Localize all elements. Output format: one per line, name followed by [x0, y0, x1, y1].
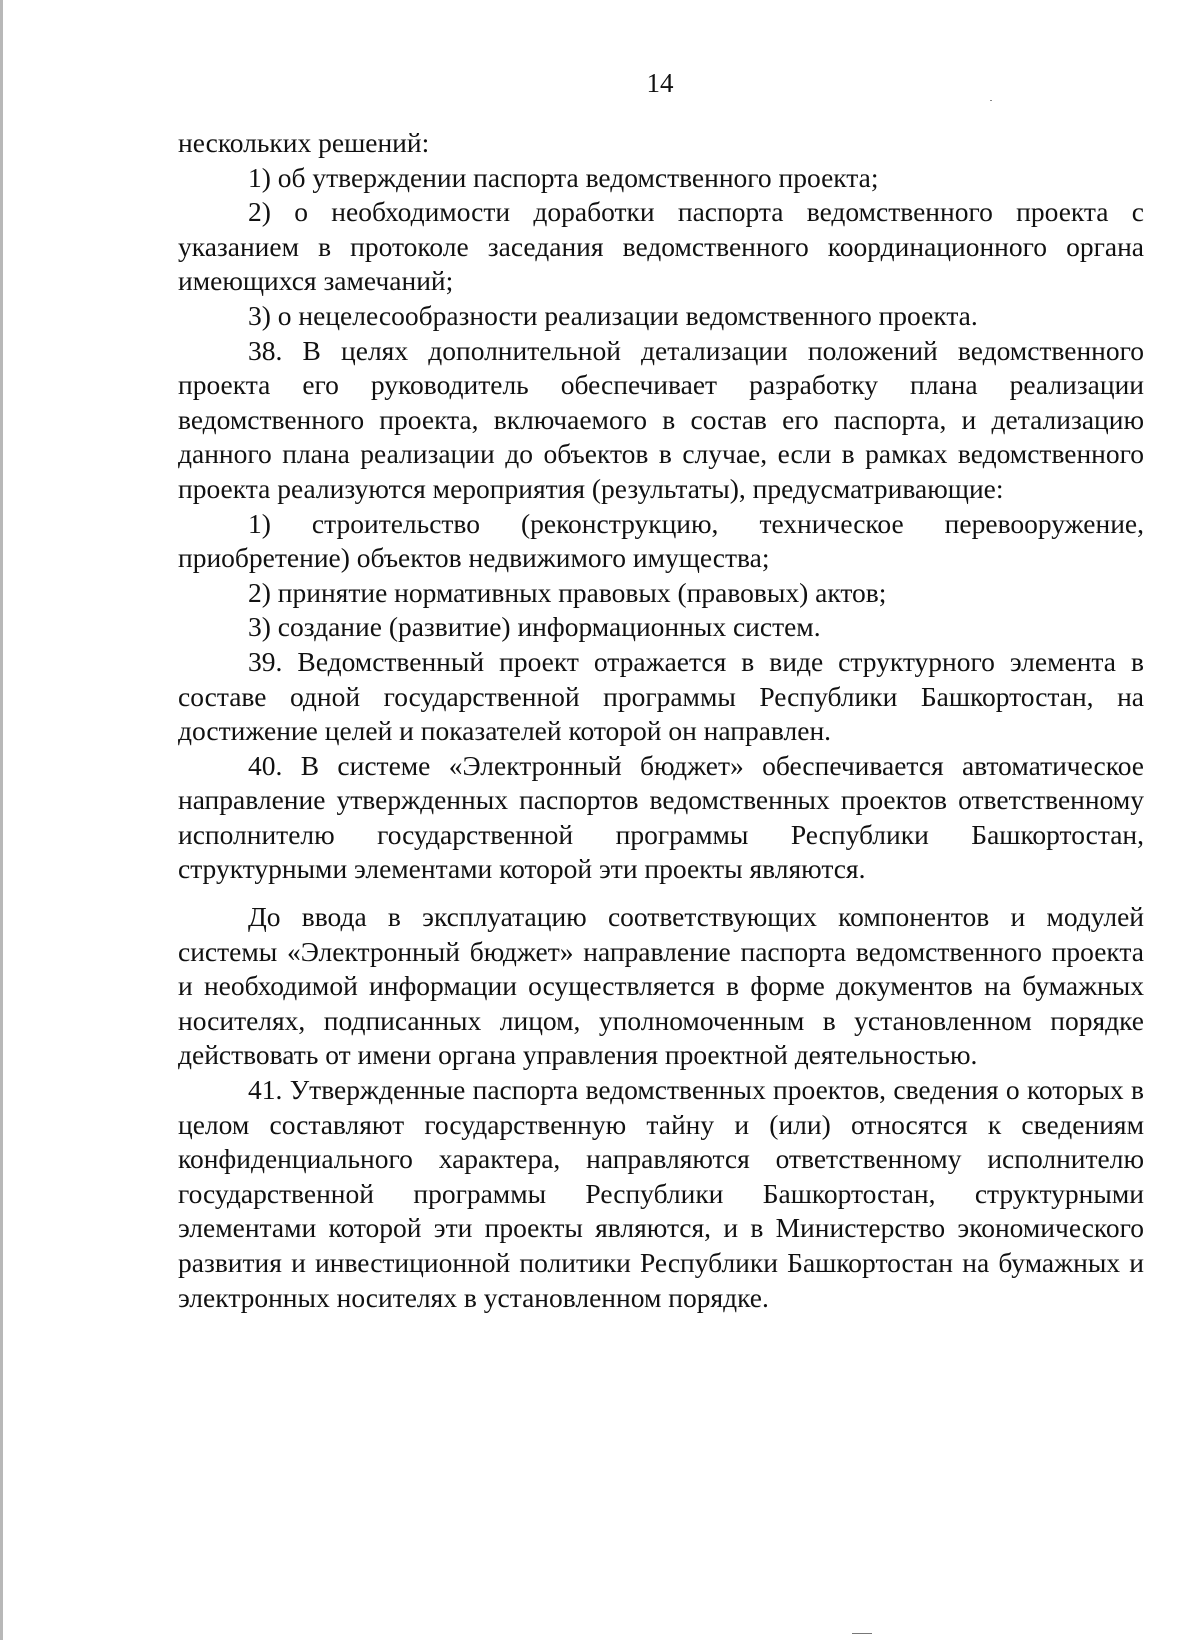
paragraph-clause-40: 40. В системе «Электронный бюджет» обеспечивается автоматическое направление утвержденных паспортов ведомственных проектов ответственному исполнителю государственной программы Республики Башкортостан, структурными элементами которой эти проекты являются. — [178, 749, 1144, 885]
scan-speck — [990, 100, 992, 101]
paragraph-clause-40-continuation: До ввода в эксплуатацию соответствующих компонентов и модулей системы «Электронный бюджет» направление паспорта ведомственного проекта и необходимой информации осуществляется в форме документов на бумажных носителях, подписанных лицом, уполномоченным в установленном порядке действовать от имени органа управления проектной деятельностью. — [178, 901, 1144, 1071]
paragraph-item-construction: 1) строительство (реконструкцию, техническое перевооружение, приобретение) объектов недвижимого имущества; — [178, 507, 1144, 574]
paragraph-decision-2: 2) о необходимости доработки паспорта ведомственного проекта с указанием в протоколе заседания ведомственного координационного органа имеющихся замечаний; — [178, 196, 1144, 297]
page-number: 14 — [646, 68, 674, 98]
paragraph-item-info-systems: 3) создание (развитие) информационных систем. — [248, 611, 821, 643]
paragraph-clause-38: 38. В целях дополнительной детализации положений ведомственного проекта его руководитель обеспечивает разработку плана реализации ведомственного проекта, включаемого в состав его паспорта, и детализацию данного плана реализации до объектов в случае, если в рамках ведомственного проекта реализуются мероприятия (результаты), предусматривающие: — [178, 334, 1144, 504]
paragraph-clause-41: 41. Утвержденные паспорта ведомственных проектов, сведения о которых в целом составляют государственную тайну и (или) относятся к сведениям конфиденциального характера, направляются ответственному исполнителю государственной программы Республики Башкортостан, структурными элементами которой эти проекты являются, и в Министерство экономического развития и инвестиционной политики Республики Башкортостан на бумажных и электронных носителях в установленном порядке. — [178, 1074, 1144, 1313]
scan-bottom-mark — [852, 1633, 872, 1634]
paragraph-decision-3: 3) о нецелесообразности реализации ведомственного проекта. — [248, 299, 978, 331]
paragraph-clause-39: 39. Ведомственный проект отражается в виде структурного элемента в составе одной государственной программы Республики Башкортостан, на достижение целей и показателей которой он направлен. — [178, 645, 1144, 747]
paragraph-decision-1: 1) об утверждении паспорта ведомственного проекта; — [248, 161, 879, 193]
document-body — [178, 126, 1144, 1315]
paragraph-continuation: нескольких решений: — [178, 127, 430, 158]
scan-left-edge — [0, 0, 3, 1640]
paragraph-item-legal-acts: 2) принятие нормативных правовых (правовых) актов; — [248, 576, 887, 608]
